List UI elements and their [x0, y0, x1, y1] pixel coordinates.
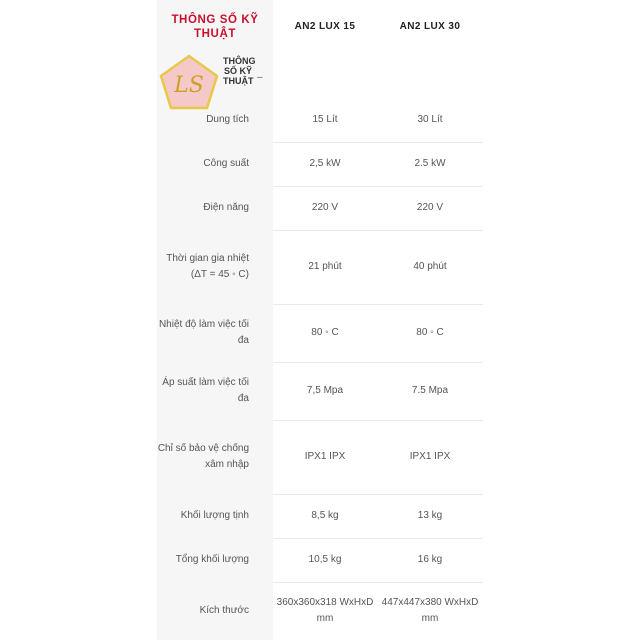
- row-label: Dung tích: [206, 114, 249, 125]
- table-row: [157, 142, 483, 186]
- row-value-an2-lux-15: 2,5 kW: [309, 158, 341, 169]
- table-title: THÔNG SỐ KỸ THUẬT: [171, 14, 259, 40]
- row-value-an2-lux-30: 220 V: [416, 202, 444, 213]
- table-row: [157, 98, 483, 142]
- table-row: [157, 538, 483, 582]
- row-label: Tổng khối lượng: [175, 554, 249, 565]
- row-value-an2-lux-30: 13 kg: [417, 510, 443, 521]
- row-label: Công suất: [203, 158, 249, 169]
- row-value-an2-lux-15: 21 phút: [308, 261, 342, 272]
- row-value-an2-lux-30: 7.5 Mpa: [411, 385, 449, 396]
- table-row: [157, 494, 483, 538]
- row-label: Thời gian gia nhiệt (ΔT = 45 ◦ C): [166, 253, 249, 280]
- row-label: Khối lượng tịnh: [180, 510, 249, 521]
- row-label: Áp suất làm việc tối đa: [162, 377, 249, 404]
- row-label: Kích thước: [199, 605, 249, 616]
- row-value-an2-lux-30: 16 kg: [417, 554, 443, 565]
- spec-table: [157, 0, 483, 640]
- column-header-an2-lux-15: AN2 LUX 15: [294, 20, 356, 32]
- row-value-an2-lux-15: IPX1 IPX: [304, 451, 346, 462]
- logo-dash: –: [257, 72, 263, 83]
- row-label: Điện năng: [203, 202, 249, 213]
- row-label: Nhiệt độ làm việc tối đa: [158, 319, 249, 346]
- row-value-an2-lux-15: 15 Lít: [312, 114, 338, 125]
- column-header-an2-lux-30: AN2 LUX 30: [399, 20, 461, 32]
- table-row: [157, 362, 483, 420]
- row-value-an2-lux-30: 447x447x380 WxHxD mm: [381, 597, 479, 624]
- row-value-an2-lux-15: 10,5 kg: [308, 554, 342, 565]
- table-row: [157, 230, 483, 304]
- row-value-an2-lux-15: 80 ◦ C: [311, 327, 339, 338]
- table-row: [157, 582, 483, 640]
- row-value-an2-lux-15: 360x360x318 WxHxD mm: [276, 597, 374, 624]
- row-label: Chỉ số bảo vệ chống xâm nhập: [157, 443, 249, 470]
- row-value-an2-lux-30: IPX1 IPX: [409, 451, 451, 462]
- table-row: [157, 186, 483, 230]
- table-row: [157, 420, 483, 494]
- row-value-an2-lux-30: 40 phút: [413, 261, 447, 272]
- row-value-an2-lux-15: 8,5 kg: [311, 510, 339, 521]
- logo-caption: THÔNG SỐ KỸ THUẬT: [223, 56, 256, 86]
- logo-area: [157, 52, 273, 98]
- logo-letters: LS: [174, 73, 204, 98]
- row-value-an2-lux-15: 220 V: [311, 202, 339, 213]
- row-value-an2-lux-15: 7,5 Mpa: [306, 385, 344, 396]
- row-value-an2-lux-30: 2.5 kW: [414, 158, 446, 169]
- row-value-an2-lux-30: 30 Lít: [417, 114, 443, 125]
- row-value-an2-lux-30: 80 ◦ C: [416, 327, 444, 338]
- table-row: [157, 304, 483, 362]
